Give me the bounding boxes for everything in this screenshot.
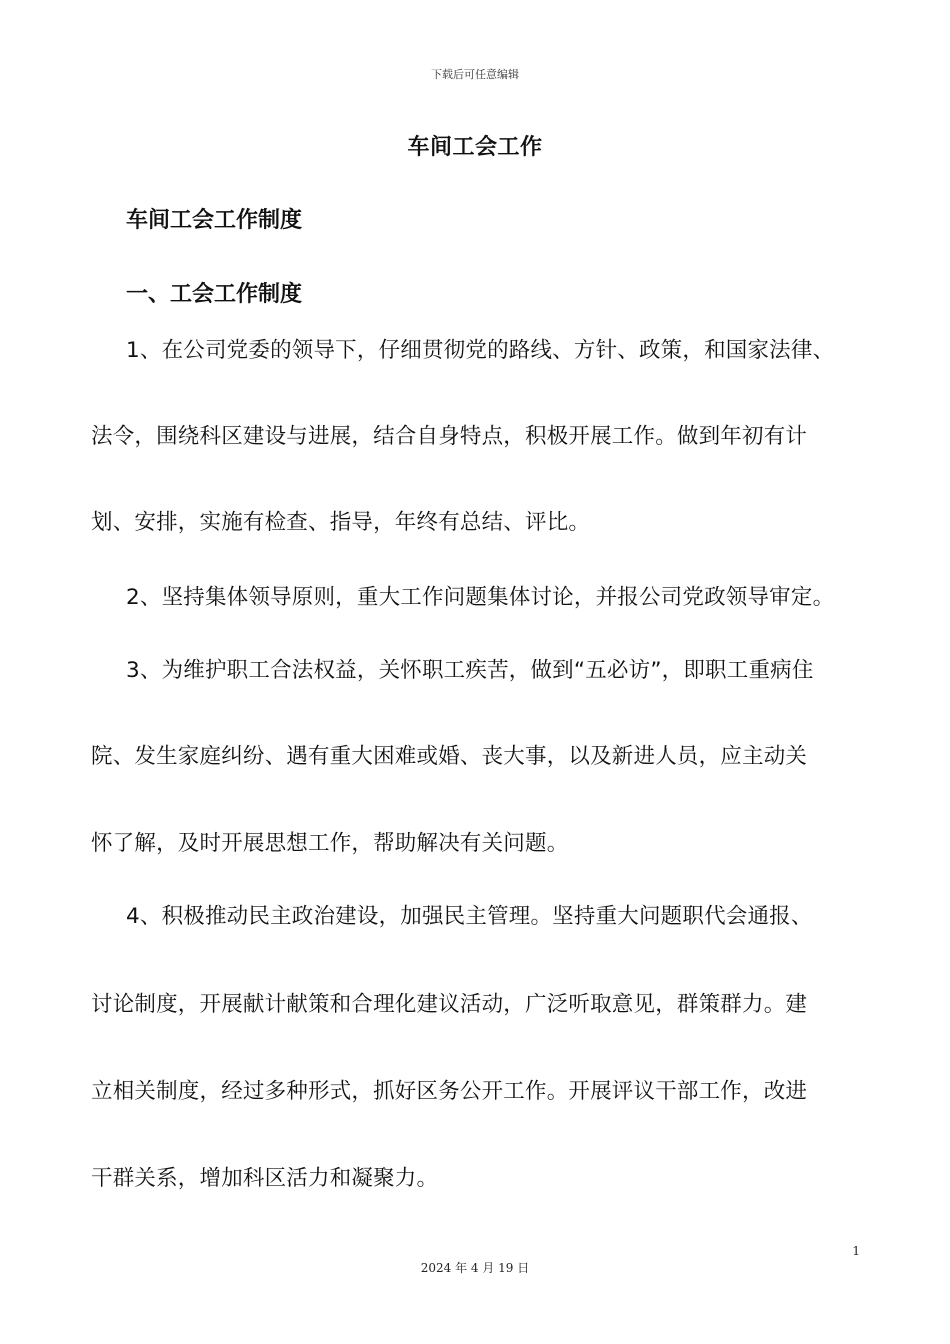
paragraph-4-line-2: 讨论制度，开展献计献策和合理化建议活动，广泛听取意见，群策群力。建 (91, 992, 808, 1017)
paragraph-4-line-1: 4、积极推动民主政治建设，加强民主管理。坚持重大问题职代会通报、 (126, 904, 813, 929)
paragraph-4-line-3: 立相关制度，经过多种形式，抓好区务公开工作。开展评议干部工作，改进 (91, 1079, 808, 1104)
paragraph-1-line-3: 划、安排，实施有检查、指导，年终有总结、评比。 (91, 510, 591, 535)
document-subtitle: 车间工会工作制度 (126, 208, 303, 233)
paragraph-1-line-2: 法令，围绕科区建设与进展，结合自身特点，积极开展工作。做到年初有计 (91, 424, 808, 449)
footer-date: 2024 年 4 月 19 日 (420, 1261, 530, 1275)
page-number: 1 (852, 1244, 860, 1258)
paragraph-3-line-2: 院、发生家庭纠纷、遇有重大困难或婚、丧大事，以及新进人员，应主动关 (91, 744, 808, 769)
paragraph-4-line-4: 干群关系，增加科区活力和凝聚力。 (91, 1166, 439, 1191)
paragraph-3-line-3: 怀了解，及时开展思想工作，帮助解决有关问题。 (91, 831, 569, 856)
paragraph-3-line-1: 3、为维护职工合法权益，关怀职工疾苦，做到“五必访”，即职工重病住 (126, 658, 814, 683)
header-note: 下载后可任意编辑 (431, 68, 519, 81)
document-title: 车间工会工作 (407, 135, 543, 160)
section-heading: 一、工会工作制度 (126, 282, 303, 307)
paragraph-1-line-1: 1、在公司党委的领导下，仔细贯彻党的路线、方针、政策，和国家法律、 (126, 338, 835, 363)
paragraph-2-line-1: 2、坚持集体领导原则，重大工作问题集体讨论，并报公司党政领导审定。 (126, 585, 835, 610)
